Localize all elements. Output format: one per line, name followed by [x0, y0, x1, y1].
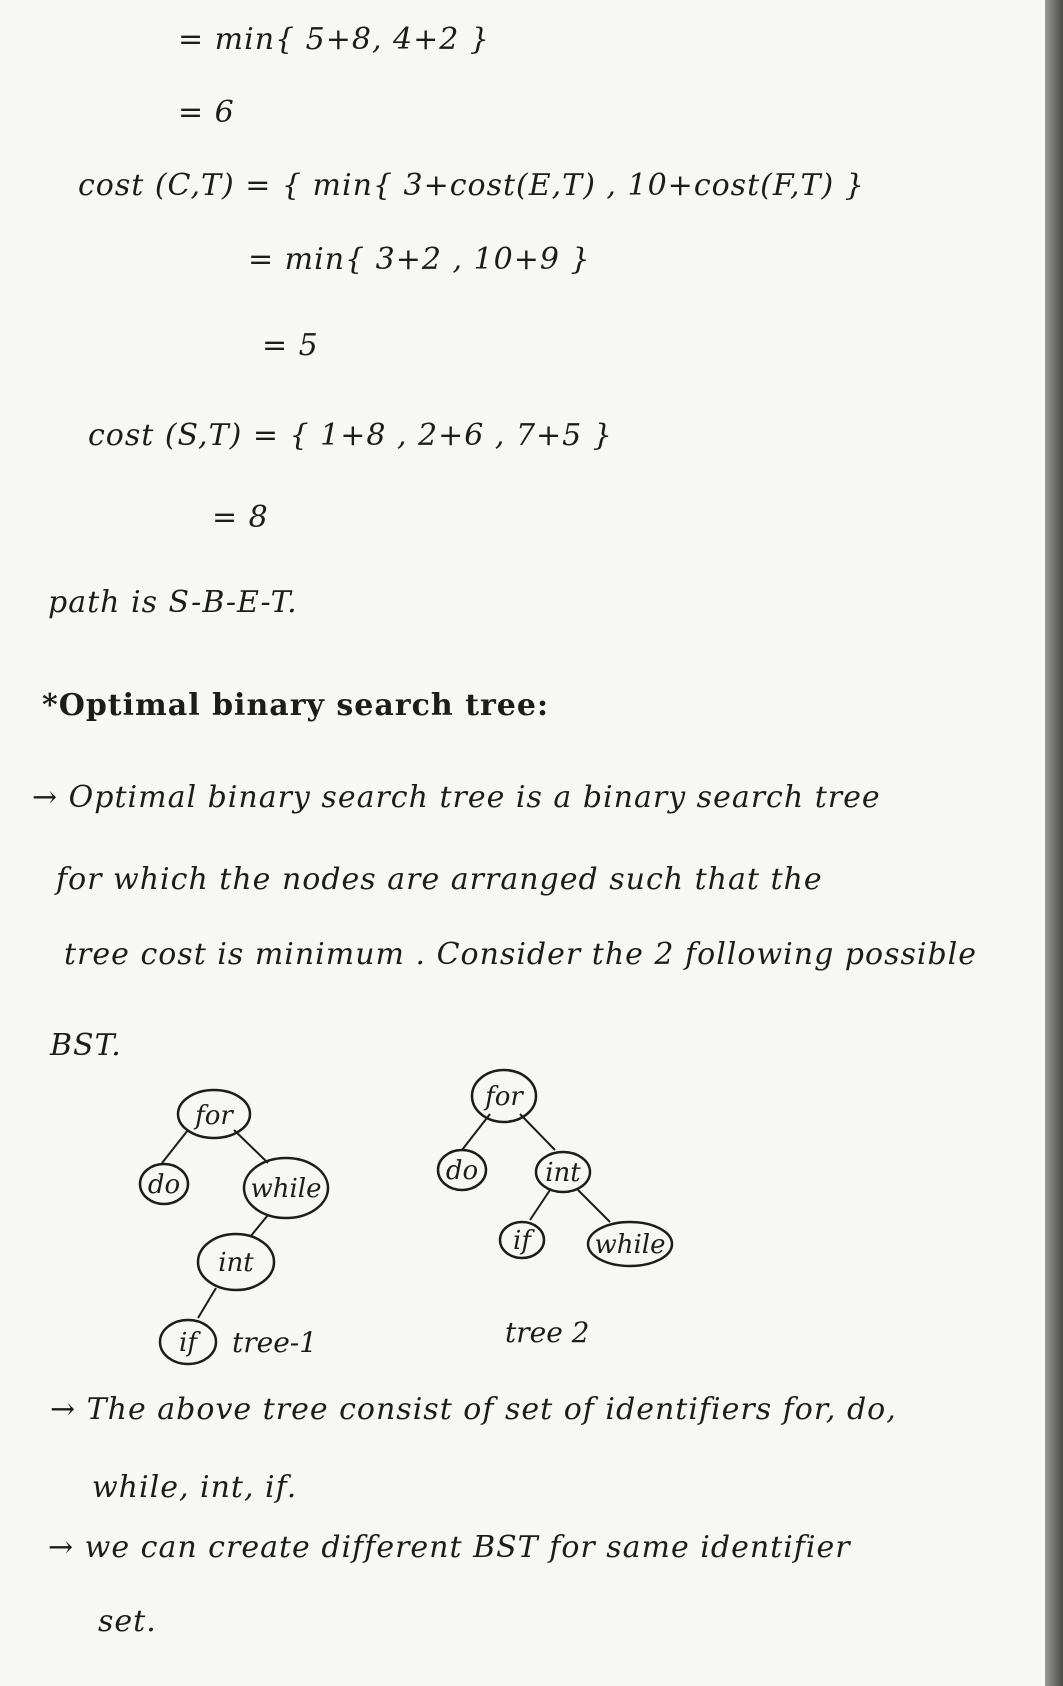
math-line-3: cost (C,T) = { min{ 3+cost(E,T) , 10+cost(F,T) } [78, 168, 865, 203]
math-line-4: = min{ 3+2 , 10+9 } [248, 242, 591, 277]
math-line-1: = min{ 5+8, 4+2 } [178, 22, 490, 57]
tree-1-label-int: int [218, 1248, 254, 1278]
tree-2-label-int: int [545, 1158, 581, 1188]
tree-2-label-for: for [485, 1082, 523, 1112]
tree-1-label-do: do [147, 1170, 181, 1200]
tree-1-caption: tree-1 [232, 1326, 318, 1359]
edge-for-do [162, 1130, 188, 1163]
tree-2-label-while: while [594, 1230, 666, 1260]
path-line: path is S-B-E-T. [48, 585, 298, 620]
tree-2-label-if: if [513, 1226, 531, 1256]
math-line-5: = 5 [262, 328, 319, 363]
math-line-2: = 6 [178, 95, 235, 130]
paragraph-line-4: BST. [50, 1028, 122, 1063]
note-line-4: set. [98, 1604, 157, 1639]
paragraph-line-3: tree cost is minimum . Consider the 2 following possible [64, 937, 978, 972]
note-line-1: → The above tree consist of set of identifiers for, do, [50, 1392, 897, 1427]
edge-for-while [234, 1130, 268, 1163]
tree-1-label-while: while [250, 1174, 322, 1204]
tree-1-label-if: if [179, 1328, 197, 1358]
edge-for-do-2 [462, 1114, 490, 1150]
paragraph-line-2: for which the nodes are arranged such that the [56, 862, 823, 897]
edge-int-while-2 [578, 1190, 610, 1222]
tree-2-label-do: do [445, 1156, 479, 1186]
edge-int-if [198, 1288, 216, 1318]
note-line-3: → we can create different BST for same identifier [48, 1530, 851, 1565]
tree-2-caption: tree 2 [505, 1316, 590, 1349]
edge-for-int-2 [520, 1114, 555, 1150]
math-line-6: cost (S,T) = { 1+8 , 2+6 , 7+5 } [88, 418, 613, 453]
section-heading: *Optimal binary search tree: [42, 688, 550, 723]
math-line-7: = 8 [212, 500, 269, 535]
note-line-2: while, int, if. [92, 1470, 298, 1505]
paragraph-line-1: → Optimal binary search tree is a binary search tree [32, 780, 881, 815]
tree-1-label-for: for [195, 1101, 233, 1131]
edge-int-if-2 [530, 1190, 550, 1220]
edge-while-int [250, 1215, 268, 1237]
tree-1-edges [162, 1130, 268, 1318]
